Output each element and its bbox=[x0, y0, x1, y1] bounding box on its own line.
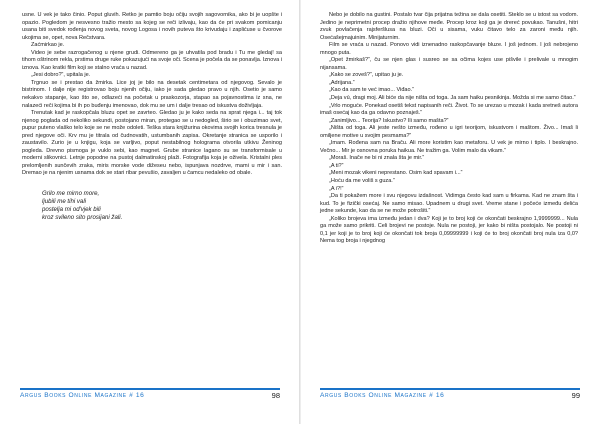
paragraph: Video je sebe razrogačenog u njene grudi. Odmereno ga je uhvatila pod bradu i Tu me gledaj! sa tihom oštrinom rekla, prstima druge ruke pokazujući na svoje oči. Scena je počela da se ponavlja. Iznova i iznova. Kao kratki film koji se stalno vraća u nazad. bbox=[22, 49, 282, 71]
paragraph: „Kako se zoveš?“, upitao ju je. bbox=[329, 72, 404, 79]
paragraph: „Imam. Rođena sam na Braču. Ali more koristim kao metaforu. U vek je mirno i tiplo. I beskrajno. Večno... Mir je osnovna poruka haikua. Ne tražim ga. Volim malo da vikam.“ bbox=[320, 140, 578, 154]
right-page-body bbox=[320, 12, 578, 246]
magazine-title: Argus Books Online Magazine # 16 bbox=[320, 392, 445, 399]
poem-line: Grilo me mirno more, bbox=[42, 190, 100, 198]
page-number: 98 bbox=[271, 391, 280, 400]
paragraph: „Adrijana.“ bbox=[329, 79, 355, 86]
magazine-title: Argus Books Online Magazine # 16 bbox=[20, 392, 145, 399]
page-footer bbox=[20, 388, 280, 404]
footer-divider bbox=[20, 388, 280, 390]
paragraph: „Opet žmirkaš?“, ču se njen glas i susreo se sa očima kojes use pišvile i prelivale u mnogim nijansama. bbox=[320, 57, 578, 71]
paragraph: „Kao da sam te već imao... Viđao.“ bbox=[329, 87, 414, 94]
page-footer bbox=[320, 388, 580, 404]
paragraph: Trenutak kad je raskopčala bluzu opet se zavrteo. Gledao ju je kako seda na sprat njega i... taj tok njenog poglada od nekoliko sekundi, postojano miran, protegao se u nedogled, širio se i obuzimao svet, pupur puteno vlaško telo koje se ne može odoleti. Teška stara knjižurina okovima svojih korica tresnula je pred njegove oči. Krv mu je titrala od čudnovatih, ustumbanih zapisa. Okretanje stranica se usporilo i zaustavilo. Zurio je u knjigu, koja se varljivo, poput nestabilnog holograma otvorila utkivu Ženinog pogleda. Drevno pismoga je vuklo sebi, kao magnet. Grube stranice lagano su se transformisale u moderni slikovnici. Letnje popodne na pustoj dalmatinskoj plaži. Fotografija koja je oživela. Kristalni ples prelomljenih sunčevih zraka, miris morske vode dižeseu nebo, ispunjava nozdrve, mami u mir i san. Dremao je na njenim usnama dok se stari ribar pevušio, zavaljen u čamcu nedaleko od obale. bbox=[22, 110, 282, 177]
paragraph: „Moraš. Inače ne bi ni znala šta je mir.“ bbox=[329, 155, 425, 162]
paragraph: „Zanimljivo... Teorija? Iskustvo? Ili samo mašta?“ bbox=[329, 117, 449, 124]
paragraph: „A ti?“ bbox=[329, 162, 344, 169]
paragraph: Nebo je dobilo na gustini. Postalo tvar čija prijatna težina se dala osetiti. Steklo se u istost sa vodom. Jedino je neprimetni procep dražio njihove međe. Procep kroz koji ga je drereć povukao. Tanušni, hitri zvuk povlačenja rajsferšlusa na bluzi. Oči u sisama, vuku čitavo telo za zaroni među njih. Osećašejmajuinim. Minijaturnim. bbox=[320, 12, 578, 41]
paragraph: „Jesi dobro?“, upitala je. bbox=[31, 72, 91, 79]
paragraph: „Vrlo moguće. Ponekad osetiš tekst napisanih reči. Život. To se urezao u mozak i kada sretneš autora imaš osećaj kao da ga odavno poznaješ.“ bbox=[320, 102, 578, 117]
paragraph: Trgnuo se i prestao da žmirka. Lice joj je bilo na desetak centimetara od njegovog. Sevalo je bistrinom. I dalje nije registrovao boju njenih očiju, iako je sada gledao pravo u njih. Osetio je samo nekakvo stapanje, kao što se, odlazeći na početak u praskozorja, stapao sa pojavnostima iz sna, ne nalazeći reči kojima bi ih po buđenju imenovao, dok mu se um i dalje tresao od iskustva doživljaja. bbox=[22, 79, 282, 109]
page-number: 99 bbox=[571, 391, 580, 400]
paragraph: „Hoću da me voliš s guza.“ bbox=[329, 178, 395, 185]
paragraph: „Deja vú, dragi moj. Ali biće da nije ništa od toga. Ja sam haiku pesnikinja. Možda si me samo čitao.“ bbox=[329, 95, 576, 102]
paragraph: „Meni mozak vikeni neprestano. Osim kad spavam i...“ bbox=[329, 170, 463, 177]
poem-stanza bbox=[42, 190, 282, 222]
poem-line: postelja mi od'vjek bili bbox=[42, 206, 101, 214]
poem-line: kroz svileno sito prosijani žali. bbox=[42, 214, 123, 222]
paragraph: „Da ti pokažem more i svu njegovu izdašnost. Vidimga često kad sam u firkama. Kad ne znam šta i kud. To je fizički osećaj. Ne samo misao. Upadnem u drugi svet. Vreme stane i počeće između delića jedne sekunde, kao da se ne može potrošiti.“ bbox=[320, 193, 578, 215]
paragraph: „Koliko brojeva ima između jedan i dva? Koji je to broj koji će okončati beskrajno 1,9999999... Nula ga može samo prikriti. Celi brojevi ne postoje. Nula ne postoji, jer kako bi ništa postojalo. Ne postoji ni 0,1 jer koji je to broj koji će okončati tok broja 0,09999999 i koji će to broj okončati broj nula iza 0,0? Nema tog broja i njegdnog bbox=[320, 215, 578, 245]
footer-divider bbox=[320, 388, 580, 390]
paragraph: Film se vraća u nazad. Ponovo vidi iznenadno raskopčavanje bluze. I još jednom. I još nebrojeno mnogo puta. bbox=[320, 42, 578, 56]
right-page bbox=[300, 0, 600, 424]
paragraph: „A i?!“ bbox=[329, 185, 344, 192]
left-page-body bbox=[22, 12, 282, 178]
poem-line: ljubili me tihi vali bbox=[42, 198, 87, 206]
paragraph: Zaćmirkao je. bbox=[31, 42, 65, 49]
paragraph: „Ništa od toga. Ali jeste nešto između, rođeno u igri teorijom, iskustvom i maštom. Živo... Imaš li omiljene motive u svojim pesmama?“ bbox=[320, 125, 578, 139]
paragraph: usne. U vek je tako činio. Poput gluvih. Retko je pamtio boju očiju svojih sagovornika, ako bi je uopšte i opazio. Pogledom je nesvesno tražio mesto sa kojeg se reči izlivaju, kao da će pri svakom pomicanju usana biti svedok rođenja novog sveta, novog Logosa i novih puteva što krivudaju i zaplićuse u čvorove ukojima se, opet, nova Rečstvara. bbox=[22, 12, 282, 41]
